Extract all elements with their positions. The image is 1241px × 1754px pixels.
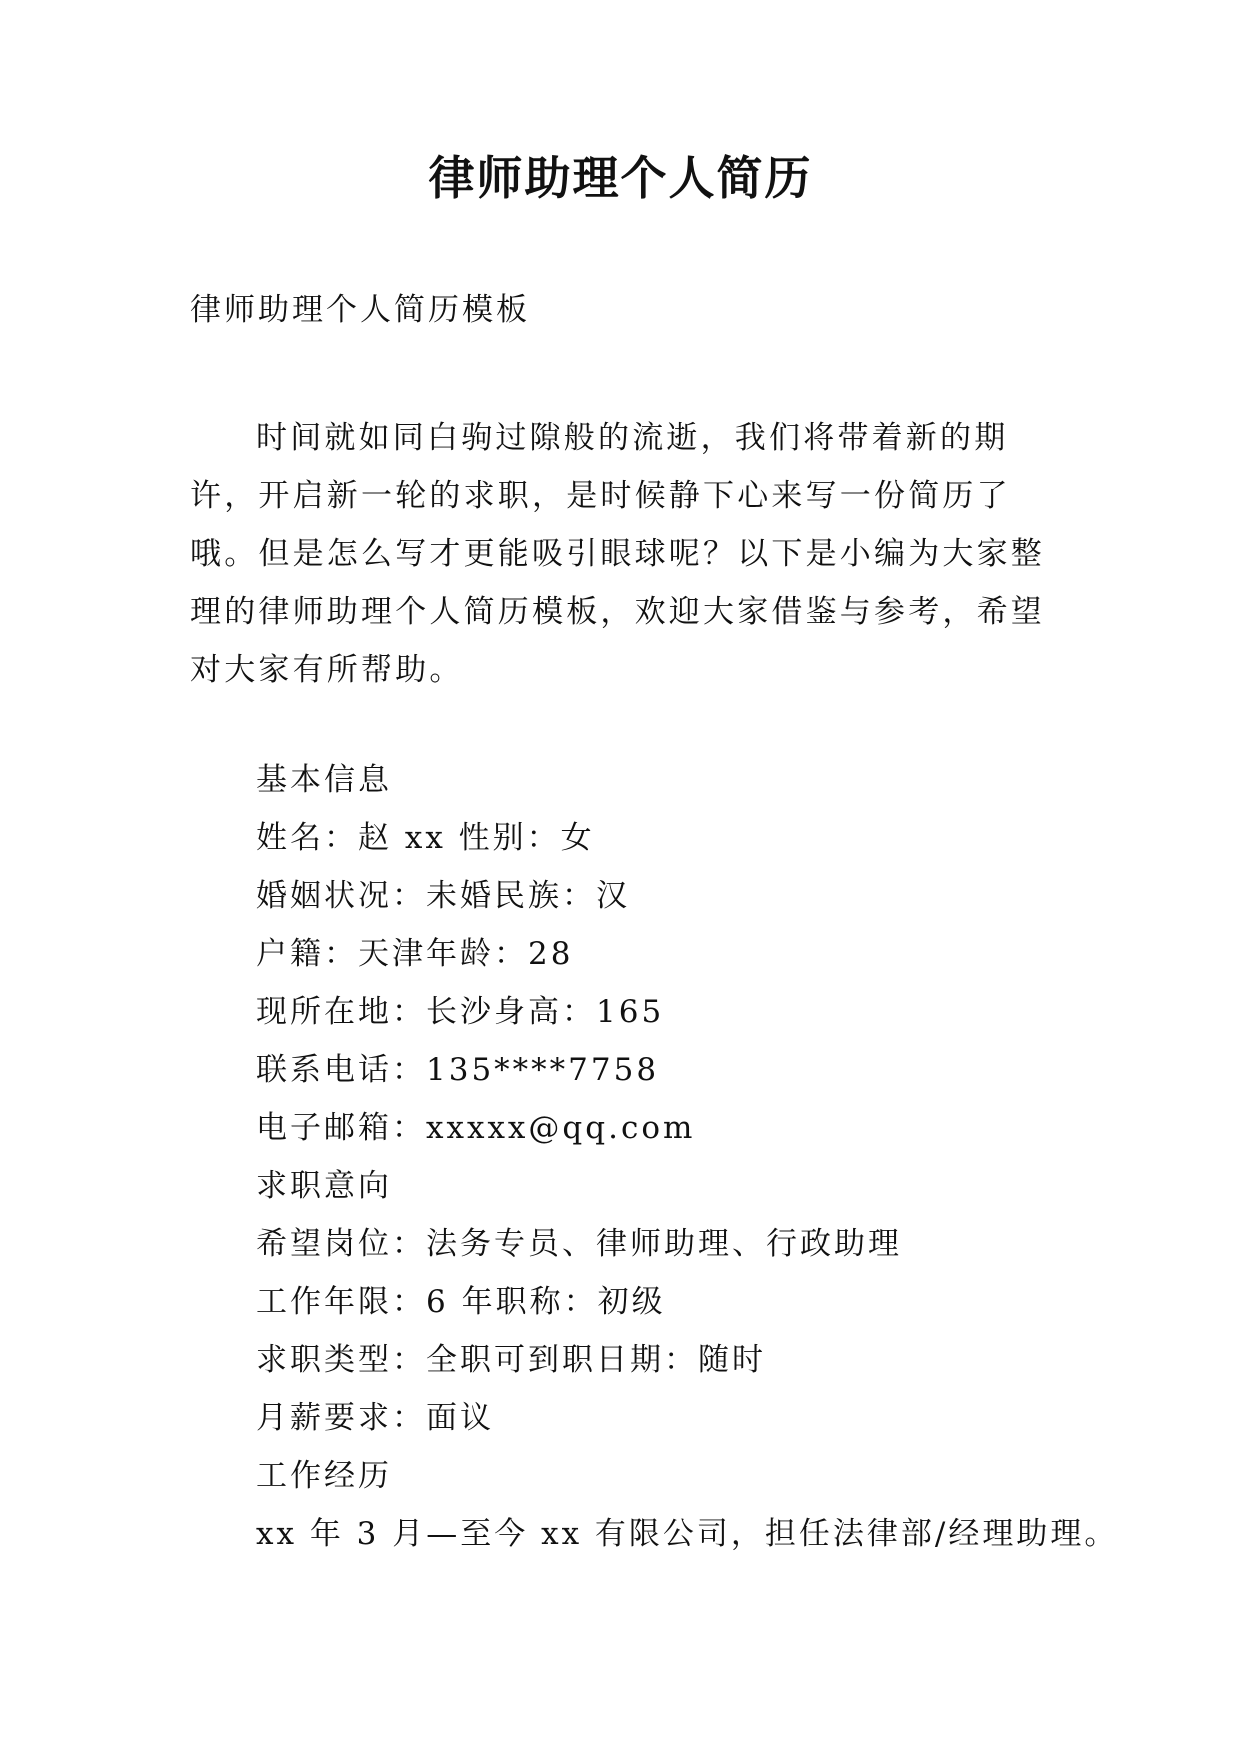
experience-title-line: 工作年限：6 年职称：初级	[256, 1284, 666, 1320]
location-height-line: 现所在地：长沙身高：165	[256, 994, 665, 1030]
hometown-age-line: 户籍：天津年龄：28	[256, 936, 574, 972]
document-title: 律师助理个人简历	[428, 151, 813, 205]
marital-ethnicity-line: 婚姻状况：未婚民族：汉	[256, 878, 630, 914]
section-heading-basic-info: 基本信息	[256, 762, 392, 798]
intro-paragraph: 时间就如同白驹过隙般的流逝，我们将带着新的期许，开启新一轮的求职，是时候静下心来写一份简历了哦。但是怎么写才更能吸引眼球呢？以下是小编为大家整理的律师助理个人简历模板，欢迎大家借鉴与参考，希望对大家有所帮助。	[190, 420, 1045, 688]
document-subtitle: 律师助理个人简历模板	[190, 292, 530, 328]
resume-details	[256, 751, 1118, 1563]
work-experience-entry: xx 年 3 月—至今 xx 有限公司，担任法律部/经理助理。	[256, 1516, 1119, 1552]
desired-position-line: 希望岗位：法务专员、律师助理、行政助理	[256, 1226, 902, 1262]
job-type-availability-line: 求职类型：全职可到职日期：随时	[256, 1342, 766, 1378]
name-gender-line: 姓名：赵 xx 性别：女	[256, 820, 595, 856]
section-heading-job-intention: 求职意向	[256, 1168, 392, 1204]
email-line: 电子邮箱：xxxxx@qq.com	[256, 1110, 696, 1146]
phone-line: 联系电话：135****7758	[256, 1052, 660, 1088]
section-heading-work-experience: 工作经历	[256, 1458, 392, 1494]
salary-line: 月薪要求：面议	[256, 1400, 494, 1436]
